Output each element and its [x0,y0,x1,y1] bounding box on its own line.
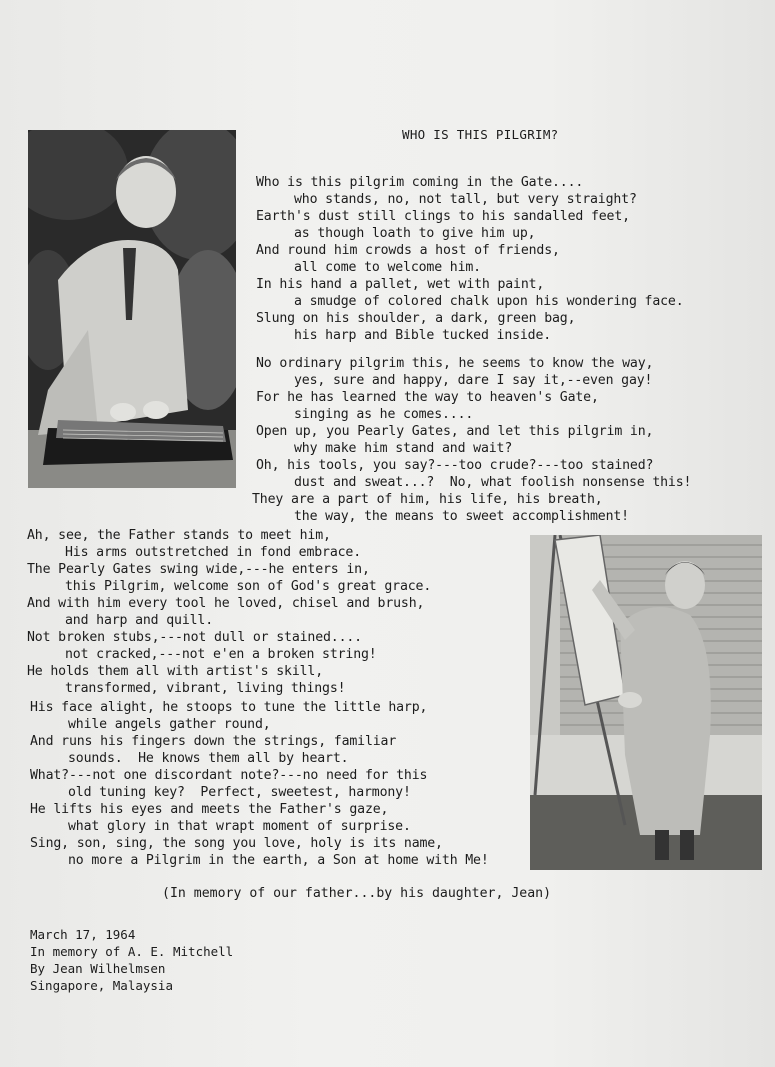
footer-location: Singapore, Malaysia [30,978,173,993]
footer-date: March 17, 1964 [30,927,136,942]
poem-line: Oh, his tools, you say?---too crude?---too stained? [256,458,654,473]
poem-line: who stands, no, not tall, but very straight? [294,192,637,207]
poem-line: while angels gather round, [68,717,271,732]
poem-line: They are a part of him, his life, his breath, [252,492,603,507]
poem-line: a smudge of colored chalk upon his wondering face. [294,294,684,309]
poem-line: No ordinary pilgrim this, he seems to know the way, [256,356,654,371]
footer-memory: In memory of A. E. Mitchell [30,944,234,959]
poem-line: his harp and Bible tucked inside. [294,328,552,343]
poem-line: what glory in that wrapt moment of surprise. [68,819,411,834]
poem-line: no more a Pilgrim in the earth, a Son at home with Me! [68,853,489,868]
poem-line: this Pilgrim, welcome son of God's great grace. [65,579,432,594]
poem-line: old tuning key? Perfect, sweetest, harmony! [68,785,411,800]
poem-line: What?---not one discordant note?---no need for this [30,768,428,783]
footer-author: By Jean Wilhelmsen [30,961,166,976]
poem-line: Not broken stubs,---not dull or stained.... [27,630,362,645]
man-painting-at-easel-photo [530,535,762,870]
poem-line: transformed, vibrant, living things! [65,681,346,696]
poem-line: His arms outstretched in fond embrace. [65,545,362,560]
poem-line: And runs his fingers down the strings, familiar [30,734,397,749]
poem-line: He lifts his eyes and meets the Father's gaze, [30,802,389,817]
poem-line: singing as he comes.... [294,407,474,422]
poem-line: His face alight, he stoops to tune the little harp, [30,700,428,715]
poem-line: And with him every tool he loved, chisel and brush, [27,596,425,611]
man-playing-zither-photo [28,130,236,488]
poem-line: sounds. He knows them all by heart. [68,751,349,766]
poem-line: And round him crowds a host of friends, [256,243,560,258]
poem-line: Open up, you Pearly Gates, and let this pilgrim in, [256,424,654,439]
poem-title: WHO IS THIS PILGRIM? [402,127,559,142]
poem-line: Earth's dust still clings to his sandalled feet, [256,209,630,224]
poem-line: For he has learned the way to heaven's Gate, [256,390,599,405]
dedication-line: (In memory of our father...by his daughter, Jean) [162,886,552,901]
poem-line: dust and sweat...? No, what foolish nonsense this! [294,475,692,490]
poem-line: Slung on his shoulder, a dark, green bag, [256,311,576,326]
poem-line: the way, the means to sweet accomplishment! [294,509,629,524]
poem-line: Who is this pilgrim coming in the Gate.... [256,175,584,190]
poem-line: all come to welcome him. [294,260,481,275]
poem-line: Ah, see, the Father stands to meet him, [27,528,331,543]
poem-line: The Pearly Gates swing wide,---he enters in, [27,562,370,577]
poem-line: why make him stand and wait? [294,441,513,456]
poem-line: Sing, son, sing, the song you love, holy is its name, [30,836,443,851]
poem-line: and harp and quill. [65,613,214,628]
poem-line: He holds them all with artist's skill, [27,664,324,679]
poem-line: In his hand a pallet, wet with paint, [256,277,545,292]
poem-line: as though loath to give him up, [294,226,536,241]
poem-line: yes, sure and happy, dare I say it,--even gay! [294,373,653,388]
poem-line: not cracked,---not e'en a broken string! [65,647,377,662]
